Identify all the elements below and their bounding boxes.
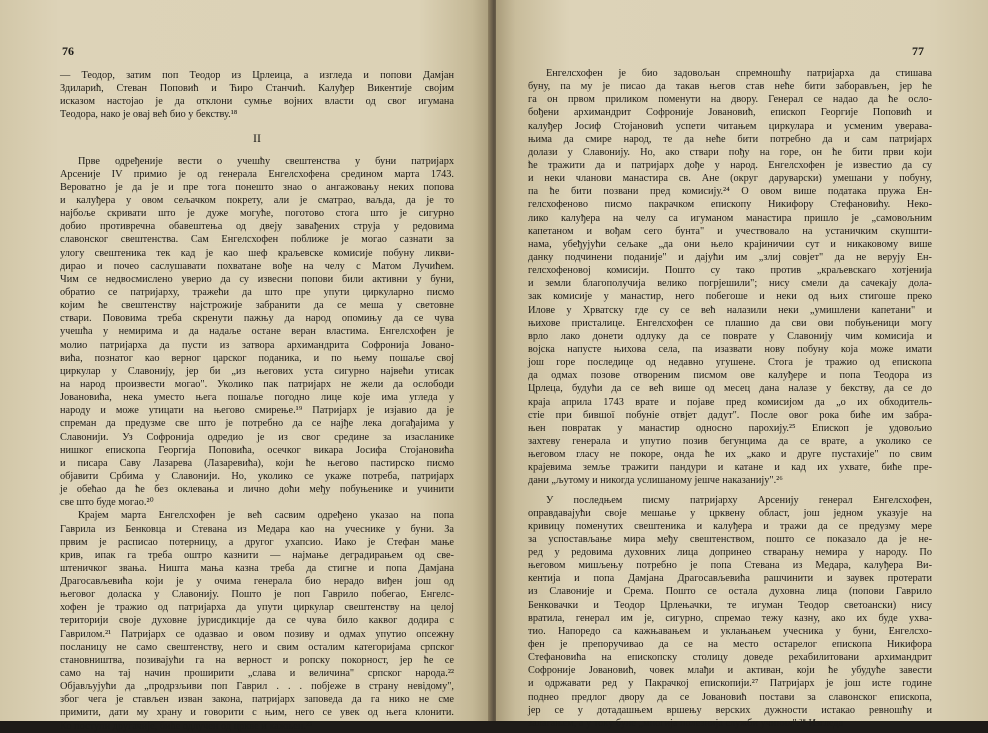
text-line: исказом настојао је да отклони сумње војних власти од свог игумана [60, 96, 454, 108]
text-line: Гаврилом.²¹ Патријарх се одазвао и овом позиву и одмах упутио опсежну [60, 628, 454, 640]
text-line: њихове присталице. Енгелсхофен се плашио да сви ови побуњеници могу [528, 317, 932, 329]
text-line: кентија и попа Дамјана Драгосављевића рашчинити и заувек протерати [528, 573, 932, 585]
text-line: Бенковачки и Теодор Црлењачки, те игуман Теодор светоански) нису [528, 599, 932, 611]
text-line: долази у Славонију. Но, ако ствари пођу на горе, он ће бити први који [528, 146, 932, 158]
text-line: кривицу поменутих свештеника и калуђера и тражи да се предузму мере [528, 520, 932, 532]
left-page [0, 0, 492, 732]
text-line: Илове у Хрватску где су се већ налазили неки „умишлени капетани" и [528, 304, 932, 316]
text-line: његовом гласу не покоре, онда ће их „како и друге пустахије" по свим [528, 449, 932, 461]
text-line: поднео предлог двору да се Јовановић постави за славонског епископа, [528, 691, 932, 703]
text-line: и неки чланови манастира св. Ане (округ даруварски) умешани у побуну, [528, 173, 932, 185]
page-number: 77 [912, 44, 924, 58]
text-line: Теодора, нако је овај већ био у бекству.¹⁸ [60, 109, 238, 121]
text-line: војска напусте њихова села, па изазвати нову побуну која може имати [528, 343, 932, 355]
text-line: капетаном и вођам сего бунта" и учествовало на устаничким скупшти- [528, 225, 932, 237]
text-line: вратила, генерал им је, сигурно, спремао тежу казну, ако их буде ухва- [528, 612, 932, 624]
text-line: дирао и почео саслушавати похватане вође на челу с Матом Лучићем. [60, 260, 454, 272]
paragraph [528, 494, 932, 731]
text-line: Крајем марта Енгелсхофен је већ сасвим одређено указао на попа [78, 510, 454, 522]
text-line: захтеву генерала и упутио позив бегунцима да се врате, а уколико се [528, 435, 932, 447]
text-line: гелсхофеновој комисији. Пошто су тако против „краљевскаго хотјенија [528, 265, 932, 277]
paragraph [60, 69, 454, 122]
text-line: славонског свештенства. Сам Енгелсхофен поближе је могао сазнати за [60, 234, 454, 246]
text-line: и писара Саву Лазарева (Лазаревића), који ће његово пастирско писмо [60, 457, 454, 469]
text-line: јер се у дотадашњем вршењу верских дужности истакао ревношћу и [528, 704, 932, 716]
text-line: данку подчинени поданије" и дајући им „злиј совјет" да не верују Ен- [528, 251, 932, 263]
text-line: Јовановића, нека уместо њега пошаље погодно лице које има угледа у [60, 392, 454, 404]
text-line: територији своје духовне јурисдикције да се чува било каквог додира с [60, 615, 454, 627]
text-line: — Теодор, затим поп Теодор из Црлеица, а изгледа и попови Дамјан [60, 70, 454, 81]
text-line: народу и може утицати на његово смирење.¹⁹ Патријарх је изјавио да је [60, 405, 454, 417]
text-line: спреман да предузме све што је потребно да се најђе лека догађајима у [60, 418, 454, 430]
text-line: је обећао да ће без оклевања и лично доћи међу побуњенике и учинити [60, 484, 454, 496]
text-line: Здиларић, Стеван Поповић и Ћиро Станчић. Калуђер Викентије својим [60, 83, 454, 95]
text-line: Стефановића на епископску столицу доведе рехабилитовани архимандрит [528, 652, 932, 664]
text-line: да одмах позове отвореним писмом ове калуђере и попа Теодора из [528, 370, 932, 382]
text-line: Славонији. Уз Софронија одредио је из свог средине за изасланике [60, 431, 454, 443]
text-line: фен је препоручивао да се на место остарелог епископа Никифора [528, 639, 932, 651]
text-line: залагањем, а у току буне „многија полезнија служби учинил".²⁸ Изгледа [528, 717, 844, 729]
page-number: 76 [62, 44, 74, 58]
text-line: гелсхофеново писмо пакрачком епископу Никифору Стефановићу. Неко- [528, 199, 932, 211]
text-line: ће тражити да и патријарх дође у народ. Енгелсхофен је известио да су [528, 159, 932, 171]
text-line: Објављујући да „продрзљиви поп Гаврил . . . побјеже в страну невідому", [60, 681, 454, 693]
text-line: циркулар у Славонију, јер би „из његових уста сигурно највећи утисак [60, 365, 454, 377]
text-line: само на тај начин проширити „слава и величина" српског народа.²² [60, 668, 454, 680]
text-line: бођени архимандрит Софроније Јовановић, епископ Георгије Поповић и [528, 107, 932, 119]
text-line: становништва, позивајући га на верност и ропску покорност, јер ће се [60, 654, 454, 666]
text-line: којим ће свештенству најстрожије забранити да се меша у световне [60, 300, 454, 312]
text-line: тио. Напоредо са кажњавањем и уклањањем учесника у буни, Енгелсхо- [528, 625, 932, 637]
text-line: објавити Србима у Славонији. Но, уколико се укаже потреба, патријарх [60, 470, 454, 482]
text-line: калуђер Јосиф Стојановић успети читањем циркулара и усменим уверава- [528, 120, 932, 132]
text-line: нишког епископа Георгија Поповића, осечког викара Јосифа Стојановића [60, 444, 454, 456]
text-line: и одржавати ред у Пакрачкој епископији.²⁷ Патријарх је још исте године [528, 678, 932, 690]
text-line: за успостављање мира међу свештенством, пошто се показало да је не- [528, 533, 932, 545]
paragraph [60, 155, 454, 510]
text-line: и земли благополучија велико погрјешили"; нису смели да сачекају дола- [528, 278, 932, 290]
text-line: на народ произвести могао". Уколико пак патријарх не жели да ослободи [60, 378, 454, 390]
body-text [60, 69, 454, 733]
text-line: њима да смире народ, те да неће бити потребно да и сам патријарх [528, 133, 932, 145]
text-line: Прве одређеније вести о учешћу свештенства у буни патријарх [78, 155, 454, 167]
text-line: Енгелсхофен је био задовољан спремношћу патријарха да стишава [546, 68, 932, 79]
text-line: У последњем писму патријарху Арсенију генерал Енгелсхофен, [546, 494, 932, 506]
text-line: Вероватно је да је и пре тога понешто знао о ангажовању неких попова [60, 181, 454, 193]
text-line: још горе последице од недавно угушене. Стога је тражио од епископа [528, 357, 932, 369]
text-line: примити, дати му храну и говорити с њим, него се увек од њега клонити. [60, 707, 454, 719]
text-line: обратио се патријарху, тражећи да што пре упути циркуларно писмо [60, 286, 454, 298]
text-line: Арсеније IV примио је од генерала Енгелсхофена средином марта 1743. [60, 168, 454, 180]
text-line: па ће бити позвани пред комисију.²⁴ О овом више података пружа Ен- [528, 186, 932, 198]
section-heading: II [253, 130, 261, 145]
text-line: Црлеца, будући да се већ више од месец дана налазе у бекству, да се до [528, 383, 932, 395]
text-line: нама, убеђујући сељаке „да они њело крајиничии сут и никаковому више [528, 238, 932, 250]
text-line: зак комисије у манастир, него побегоше и неки од њих стигоше преко [528, 291, 932, 303]
text-line: улогу свештеника тек кад је као шеф краљевске комисије побуну ликви- [60, 247, 454, 259]
text-line: из Славоније и Срема. Пошто се остала духовна лица (попови Гаврило [528, 586, 932, 598]
text-line: крајевима земље тражити пандури и катане и кад их ухвате, биће пре- [528, 462, 932, 474]
body-text [528, 67, 932, 730]
paragraph [60, 509, 454, 732]
text-line: Ко поступи другачије, биће одлучен од цркве и кажњен.²³ [60, 720, 313, 732]
text-line: лико калуђера на челу са игуманом манастира пришло је „самовољним [528, 212, 932, 224]
text-line: Драгосављевића који је у очима генерала био нерадо виђен још од [60, 576, 454, 588]
text-line: краја априла 1743 врате и појаве пред комисијом да „о их обходитель- [528, 396, 932, 408]
text-line: првим је расписао потерницу, а другог ухапсио. Иако је Стефан мање [60, 536, 454, 548]
text-line: због чега је стављен изван закона, патријарх заповеда да га нико не сме [60, 694, 454, 706]
text-line: ред у редовима духовних лица допринео стварању немира у народу. По [528, 547, 932, 559]
text-line: дани „љутому и никогда услишаному јешче наказанију".²⁶ [528, 475, 783, 487]
text-line: учешћа у немирима и да надаље остане веран властима. Енгелсхофен је [60, 326, 454, 338]
text-line: га он првом приликом поменути на двору. Генерал се надао да ће осло- [528, 94, 932, 106]
paragraph [528, 67, 932, 488]
text-line: врло лако донети одлуку да се поврате у Славонију чим комисија и [528, 330, 932, 342]
text-line: ствари. Пововима треба скренути пажњу да народ опомињу да се чува [60, 313, 454, 325]
text-line: штеничког звања. Ништа мања казна треба да стигне и попа Дамјана [60, 562, 454, 574]
text-line: његовом мишљењу потребно је попа Стевана из Медара, калуђера Ви- [528, 560, 932, 572]
text-line: буну, па му је писао да такав његов став неће бити заборављен, јер ће [528, 81, 932, 93]
text-line: све што буде могао.²⁰ [60, 497, 154, 509]
text-line: његовог доласка у Славонију. Пошто је поп Гаврило побегао, Енгелс- [60, 589, 454, 601]
right-page [496, 0, 988, 729]
text-line: посланицу не само свештенству, него и свим осталим категоријама српског [60, 641, 454, 653]
text-line: њен повратак у манастир односно парохију.²⁵ Епископ је удовољио [528, 422, 932, 434]
text-line: стіе при бившої побуніе отвјет дадут". После овог рока биће им забра- [528, 409, 932, 421]
text-line: Софроније Јовановић, човек млађи и активан, који ће убудуће завести [528, 665, 932, 677]
text-line: најбоље скривати што је дуже могуће, поготово стога што је сигурно [60, 208, 454, 220]
text-line: Чим се недвосмислено уверио да су извесни попови били активни у буни, [60, 273, 454, 285]
text-line: Гаврила из Бенковца и Стевана из Медара као на учеснике у буни. За [60, 523, 454, 535]
text-line: добио противречна обавештења од двеју завађених струја у редовима [60, 221, 454, 233]
text-line: молио патријарха да пусти из затвора архимандрита Софронија Јованo- [60, 339, 454, 351]
text-line: и калуђера у овом сељачком покрету, али је сматрао, ваљда, да је то [60, 194, 454, 206]
text-line: хофен је тражио од патријарха да упути циркулар свештенству на целој [60, 602, 454, 614]
text-line: крив, ипак га треба оштро казнити — најмање деградирањем од све- [60, 549, 454, 561]
text-line: оправдавајући своје мешање у црквену област, још једном указује на [528, 507, 932, 519]
text-line: вића, познатог као верног царског поданика, и по њему пошаље свој [60, 352, 454, 364]
